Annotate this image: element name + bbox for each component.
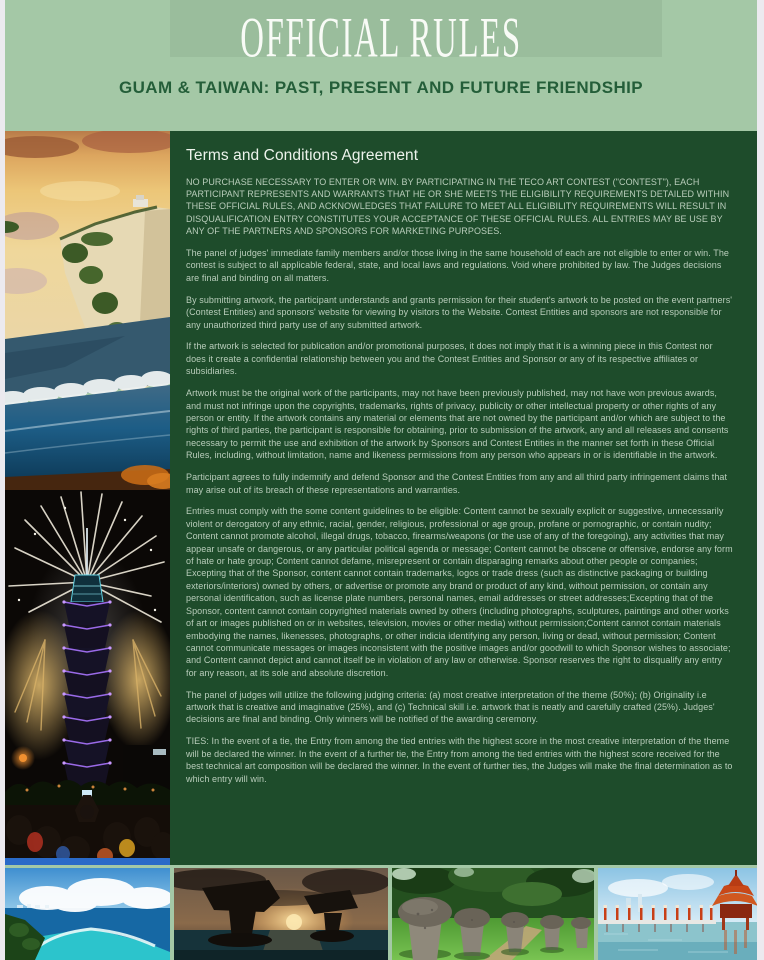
poster-title: OFFICIAL RULES [240,5,522,70]
terms-paragraph: The panel of judges' immediate family members and/or those living in the same household of each are not eligible to enter or win. The contest is subject to all applicable federal, state, and local laws and regulations. Void where prohibited by law. The Judges decisions are final and binding on all matters. [186,248,729,283]
terms-paragraph: TIES: In the event of a tie, the Entry from among the tied entries with the highest score in the most creative interpretation of the theme will be declared the winner. In the event of a further tie, the Entry from among the tied entries with the highest score received for the best technical art composition will be declared the winner. In the event of further ties, the Judges will make the final determination as to which entry will win. [186,736,733,784]
bottom-photo-row [5,868,757,960]
terms-paragraph: Entries must comply with the some content guidelines to be eligible: Content cannot be sexually explicit or suggestive, unnecessarily violent or derogatory of any ethnic, racial, gender, religious, professional or age group, profane or pornographic, or contain nudity; Content cannot promote alcohol, illegal drugs, tobacco, firearms/weapons (or the use of any of the foregoing), any activities that may appear unsafe or dangerous, or any particular political agenda or message; Content cannot be obscene or offensive, endorse any form of hate or hate group; Content cannot defame, misrepresent or contain disparaging remarks about other people or companies; Excepting that of the Sponsor, content cannot contain trademarks, logos or trade dress (such as distinctive packaging or building exteriors/interiors) owned by others, or advertise or promote any brand or product of any kind, without permission, or contain any personal identification, such as license plate numbers, personal names, email addresses or street addresses;Excepting that of the Sponsor, content cannot contain copyrighted materials owned by others (including photographs, sculptures, paintings and other works of art or images published on or in websites, television, movies or other media) without permission;Content cannot contain materials embodying the names, likenesses, photographs, or other indicia identifying any person, living or dead, without permission; Content cannot communicate messages or images inconsistent with the positive images and/or goodwill to which Sponsor wishes to associate; and Content cannot depict and cannot itself be in violation of any law or otherwise. Sponsor reserves the right to disqualify any entry for any reason, at its sole and absolute discretion. [186,506,733,678]
photo-taipei101-fireworks [5,490,170,865]
terms-paragraph: Participant agrees to fully indemnify and defend Sponsor and the Contest Entities from any and all third party infringement claims that may arise out of its breach of these representations and warranties. [186,472,728,495]
photo-latte-stones [392,868,594,960]
poster-header [5,0,757,131]
poster-subtitle: GUAM & TAIWAN: PAST, PRESENT AND FUTURE FRIENDSHIP [118,78,644,97]
terms-heading: Terms and Conditions Agreement [186,147,419,164]
terms-paragraph: By submitting artwork, the participant understands and grants permission for their student's artwork to be posted on the event partners' (Contest Entities) and sponsors' website for viewing by visitors to the Website. Contest Entities and sponsors are not responsible for any unauthorized third party use of any submitted artwork. [186,294,733,330]
photo-sunset-sea-rocks [174,868,388,960]
terms-paragraph: The panel of judges will utilize the following judging criteria: (a) most creative interpretation of the theme (50%); (b) Originality i.e artwork that is creative and imaginative (25%), and (c) Technical skill i.e. artwork that is neatly and carefully crafted (25%). Judges' decisions are final and binding. Only winners will be notified of the awarding ceremony. [186,689,715,725]
left-photo-column [5,131,170,865]
poster [5,0,757,960]
photo-guam-cliff [5,131,170,490]
terms-paragraph: Artwork must be the original work of the participants, may not have been previously published, may not have won previous awards, and must not infringe upon the copyrights, trademarks, rights of privacy, publicity or other intellectual property or other rights of any person or entity. If the artwork contains any material or elements that are not owned by the participant and/or which are subject to the rights of third parties, the participant is responsible for obtaining, prior to submission of the artwork, any and all releases and consents necessary to permit the use and exhibition of the artwork by Sponsors and Contest Entities in the manner set forth in these Official Rules, including, without limitation, name and likeness permissions from any person who appears in or is identifiable in the artwork. [186,388,729,461]
terms-paragraph: If the artwork is selected for publication and/or promotional purposes, it does not imply that it is a winning piece in this Contest nor does it create a confidential relationship between you and the Contest Entities and Sponsor or any of its respective affiliates or subsidiaries. [186,341,713,377]
photo-guam-lagoon-aerial [5,868,170,960]
terms-paragraph: NO PURCHASE NECESSARY TO ENTER OR WIN. BY PARTICIPATING IN THE TECO ART CONTEST ("CONTEST"), EACH PARTICIPANT REPRESENTS AND WARRANTS THAT HE OR SHE MEETS THE ELIGIBILITY REQUIREMENTS DETAILED WITHIN THESE OFFICIAL RULES, AND ACKNOWLEDGES THAT FAILURE TO MEET ALL ELIGIBILITY REQUIREMENTS WILL RESULT IN DISQUALIFICATION ENTRY CONSTITUTES YOUR ACCEPTANCE OF THESE OFFICIAL RULES. ALL ENTRIES MAY BE USE BY ANY OF THE PARTNERS AND SPONSORS FOR MARKETING PURPOSES. [186,176,730,237]
main-section [5,131,757,865]
terms-panel [170,131,757,865]
photo-lotus-pond-pavilion [598,868,757,960]
